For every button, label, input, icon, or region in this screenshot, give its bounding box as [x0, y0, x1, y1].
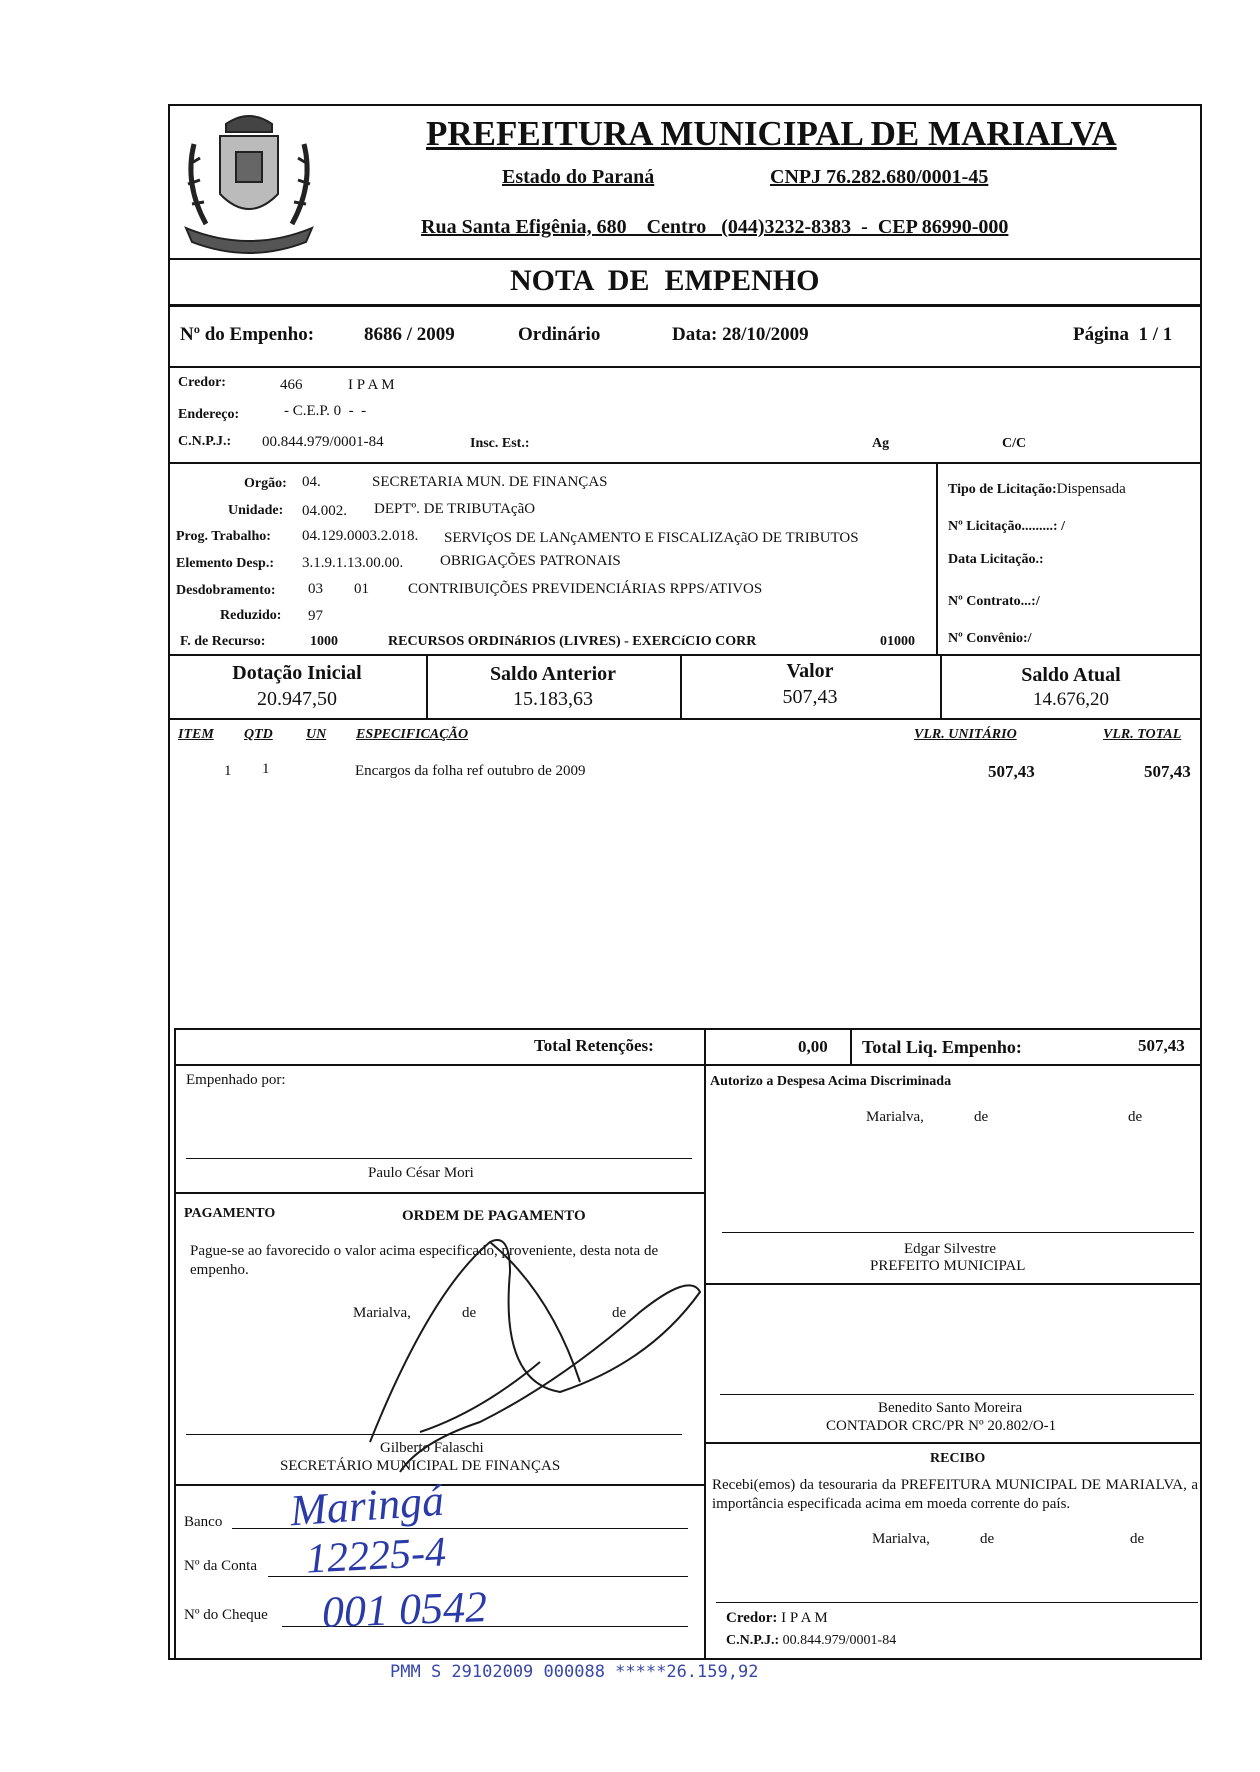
state-name: Estado do Paraná — [502, 166, 655, 188]
header-address: Rua Santa Efigênia, 680 Centro (044)3232-8383 - CEP 86990-000 — [421, 216, 1009, 238]
col-header-total: VLR. TOTAL — [1103, 727, 1182, 742]
machine-stamp: PMM S 29102009 000088 *****26.159,92 — [390, 1662, 759, 1682]
prefeito-name: Edgar Silvestre — [904, 1241, 997, 1257]
cheque-label: Nº do Cheque — [184, 1607, 268, 1623]
recibo-de1: de — [980, 1531, 995, 1547]
desdobramento-label: Desdobramento: — [176, 583, 276, 598]
pagamento-text: Pague-se ao favorecido o valor acima especificado, proveniente, desta nota de empenho. — [190, 1243, 659, 1278]
row-spec: Encargos da folha ref outubro de 2009 — [355, 763, 586, 779]
empenho-type: Ordinário — [518, 324, 601, 345]
prog-desc: SERVIçOS DE LANçAMENTO E FISCALIZAçãO DE TRIBUTOS — [444, 530, 859, 546]
pagamento-de2: de — [612, 1305, 627, 1321]
saldo-atual-label: Saldo Atual — [1021, 664, 1121, 686]
autorizo-label: Autorizo a Despesa Acima Discriminada — [710, 1074, 952, 1089]
insc-est-label: Insc. Est.: — [470, 436, 530, 451]
empenho-date: Data: 28/10/2009 — [672, 324, 809, 345]
unidade-code: 04.002. — [302, 503, 347, 519]
recibo-title: RECIBO — [930, 1451, 986, 1466]
fonte-label: F. de Recurso: — [180, 634, 266, 649]
credor-label: Credor: — [178, 375, 226, 390]
coat-of-arms-logo — [176, 104, 322, 260]
row-unit: 507,43 — [988, 762, 1035, 781]
row-item: 1 — [224, 763, 232, 779]
autorizo-place: Marialva, — [866, 1109, 924, 1125]
row-qtd: 1 — [262, 761, 270, 777]
pagamento-place: Marialva, — [353, 1305, 411, 1321]
col-header-qtd: QTD — [244, 727, 273, 742]
saldo-anterior-label: Saldo Anterior — [489, 663, 617, 685]
contador-title: CONTADOR CRC/PR Nº 20.802/O-1 — [826, 1418, 1057, 1434]
total-retencoes-label: Total Retenções: — [534, 1036, 654, 1055]
ag-label: Ag — [872, 436, 890, 451]
pagamento-de1: de — [462, 1305, 477, 1321]
prog-code: 04.129.0003.2.018. — [302, 528, 419, 544]
fonte-desc: RECURSOS ORDINáRIOS (LIVRES) - EXERCíCIO CORR — [388, 634, 757, 649]
total-retencoes-value: 0,00 — [798, 1037, 828, 1056]
recibo-cnpj — [726, 1633, 896, 1649]
pagamento-label: PAGAMENTO — [184, 1206, 276, 1221]
cc-label: C/C — [1002, 436, 1027, 451]
empenhado-label: Empenhado por: — [186, 1072, 286, 1088]
total-liq-value: 507,43 — [1138, 1036, 1185, 1055]
row-total: 507,43 — [1144, 762, 1191, 781]
endereco-value: - C.E.P. 0 - - — [284, 403, 367, 419]
reduzido-label: Reduzido: — [220, 608, 282, 623]
orgao-desc: SECRETARIA MUN. DE FINANÇAS — [372, 474, 608, 490]
empenhado-name: Paulo César Mori — [368, 1165, 474, 1181]
tipo-licitacao-value: Dispensada — [1056, 481, 1126, 497]
valor-value: 507,43 — [782, 686, 838, 708]
recibo-credor — [726, 1610, 828, 1627]
fonte-code2: 01000 — [880, 634, 915, 649]
cnpj-label: C.N.P.J.: — [178, 434, 232, 449]
data-licitacao: Data Licitação.: — [948, 552, 1044, 567]
unidade-label: Unidade: — [228, 503, 284, 518]
credor-code: 466 — [280, 377, 303, 393]
empenho-label: Nº do Empenho: — [180, 324, 315, 345]
elemento-desc: OBRIGAÇÕES PATRONAIS — [440, 553, 621, 569]
page-number: Página 1 / 1 — [1073, 324, 1173, 345]
recibo-credor-value: I P A M — [781, 1610, 828, 1626]
total-liq-label: Total Liq. Empenho: — [862, 1037, 1022, 1057]
endereco-label: Endereço: — [178, 407, 240, 422]
desdobramento-desc: CONTRIBUIÇÕES PREVIDENCIÁRIAS RPPS/ATIVOS — [408, 581, 763, 597]
tipo-licitacao-label: Tipo de Licitação: — [948, 482, 1057, 497]
banco-handwritten: Maringá — [288, 1475, 446, 1536]
col-header-un: UN — [306, 727, 327, 742]
doc-title: NOTA DE EMPENHO — [510, 264, 820, 297]
col-header-unit: VLR. UNITÁRIO — [914, 727, 1017, 742]
secretario-title: SECRETÁRIO MUNICIPAL DE FINANÇAS — [280, 1458, 561, 1474]
dotacao-label: Dotação Inicial — [232, 662, 362, 684]
saldo-anterior-value: 15.183,63 — [513, 688, 593, 710]
num-contrato: Nº Contrato...:/ — [948, 594, 1040, 609]
num-licitacao: Nº Licitação.........: / — [948, 519, 1065, 534]
recibo-text: Recebi(emos) da tesouraria da PREFEITURA MUNICIPAL DE MARIALVA, a importância especificada acima em moeda corrente do país. — [712, 1477, 1198, 1512]
recibo-cnpj-label: C.N.P.J.: — [726, 1633, 780, 1648]
num-convenio: Nº Convênio:/ — [948, 631, 1032, 646]
col-header-item: ITEM — [178, 727, 214, 742]
elemento-label: Elemento Desp.: — [176, 556, 274, 571]
autorizo-de1: de — [974, 1109, 989, 1125]
desdobramento-code2: 01 — [354, 581, 369, 597]
saldo-atual-value: 14.676,20 — [1033, 689, 1109, 710]
banco-label: Banco — [184, 1514, 223, 1530]
reduzido-value: 97 — [308, 608, 323, 624]
recibo-credor-label: Credor: — [726, 1610, 778, 1626]
secretario-name: Gilberto Falaschi — [380, 1440, 484, 1456]
unidade-desc: DEPTº. DE TRIBUTAçãO — [374, 501, 536, 517]
cnpj-value: 00.844.979/0001-84 — [262, 434, 384, 450]
autorizo-de2: de — [1128, 1109, 1143, 1125]
page-title: PREFEITURA MUNICIPAL DE MARIALVA — [426, 114, 1117, 153]
elemento-code: 3.1.9.1.13.00.00. — [302, 555, 404, 571]
cheque-handwritten: 001 0542 — [321, 1582, 488, 1637]
col-header-spec: ESPECIFICAÇÃO — [356, 727, 469, 742]
desdobramento-code1: 03 — [308, 581, 323, 597]
credor-name: I P A M — [348, 377, 395, 393]
recibo-de2: de — [1130, 1531, 1145, 1547]
signature-scribble — [360, 1232, 720, 1492]
contador-name: Benedito Santo Moreira — [878, 1400, 1023, 1416]
tipo-licitacao — [948, 481, 1126, 498]
dotacao-value: 20.947,50 — [257, 688, 337, 710]
orgao-label: Orgão: — [244, 476, 287, 491]
recibo-place: Marialva, — [872, 1531, 930, 1547]
prefeito-title: PREFEITO MUNICIPAL — [870, 1258, 1026, 1274]
prog-label: Prog. Trabalho: — [176, 529, 271, 544]
empenho-number: 8686 / 2009 — [364, 324, 455, 345]
valor-label: Valor — [786, 660, 834, 682]
conta-label: Nº da Conta — [184, 1558, 257, 1574]
recibo-cnpj-value: 00.844.979/0001-84 — [782, 1633, 897, 1648]
header-cnpj: CNPJ 76.282.680/0001-45 — [770, 166, 989, 188]
fonte-code: 1000 — [310, 634, 338, 649]
conta-handwritten: 12225-4 — [304, 1529, 448, 1583]
orgao-code: 04. — [302, 474, 321, 490]
ordem-pagamento-label: ORDEM DE PAGAMENTO — [402, 1208, 586, 1224]
